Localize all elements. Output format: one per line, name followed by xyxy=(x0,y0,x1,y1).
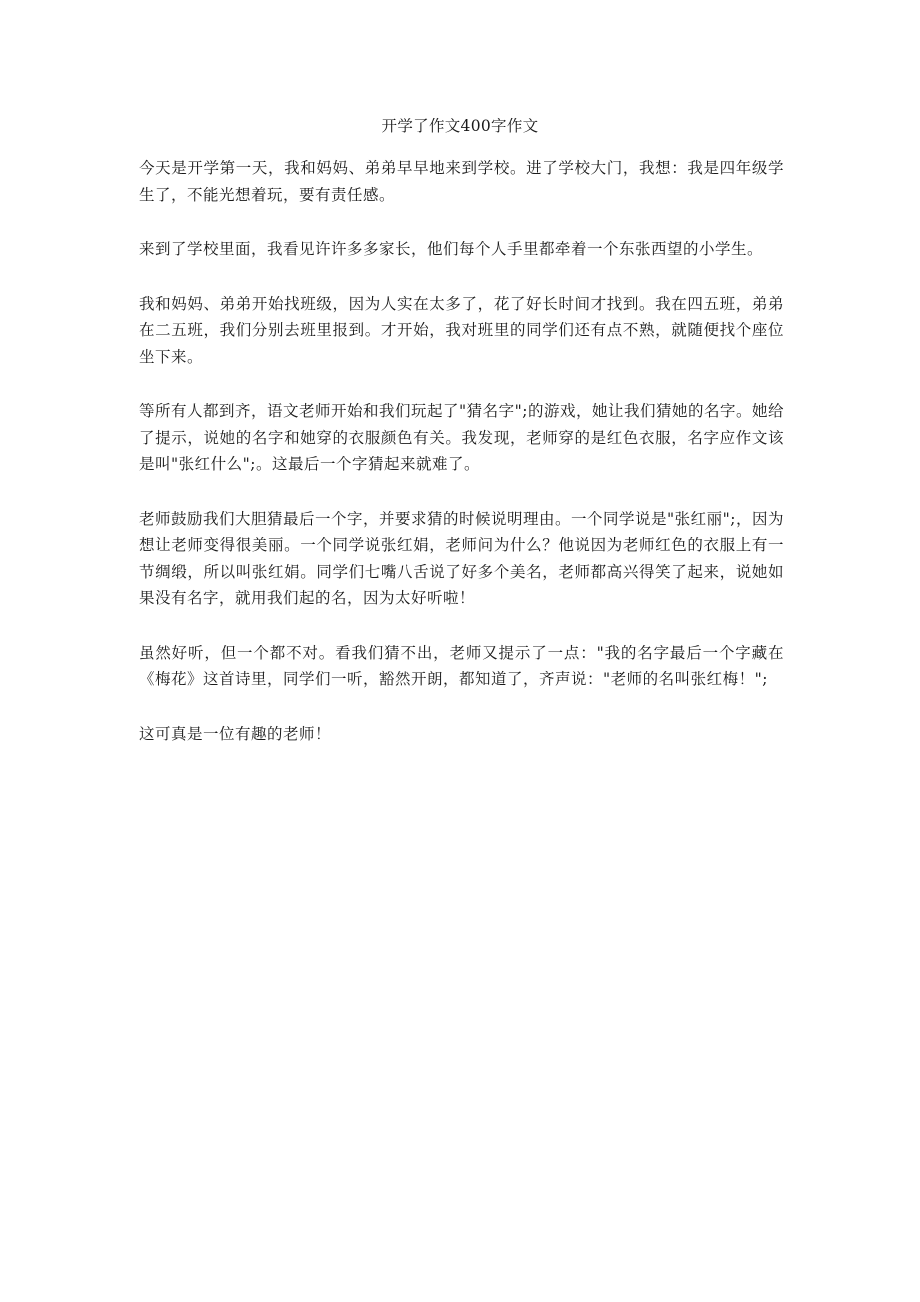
document-title: 开学了作文400字作文 xyxy=(381,117,539,135)
document-body xyxy=(139,155,784,775)
paragraph: 虽然好听，但一个都不对。看我们猜不出，老师又提示了一点："我的名字最后一个字藏在《梅花》这首诗里，同学们一听，豁然开朗，都知道了，齐声说："老师的名叫张红梅！"; xyxy=(139,643,784,688)
paragraph: 来到了学校里面，我看见许许多多家长，他们每个人手里都牵着一个东张西望的小学生。 xyxy=(139,240,764,258)
paragraph: 老师鼓励我们大胆猜最后一个字，并要求猜的时候说明理由。一个同学说是"张红丽";，因为想让老师变得很美丽。一个同学说张红娟，老师问为什么？他说因为老师红色的衣服上有一节绸缎，所以叫张红娟。同学们七嘴八舌说了好多个美名，老师都高兴得笑了起来，说她如果没有名字，就用我们起的名，因为太好听啦！ xyxy=(139,509,784,607)
paragraph: 这可真是一位有趣的老师！ xyxy=(139,724,332,743)
paragraph: 我和妈妈、弟弟开始找班级，因为人实在太多了，花了好长时间才找到。我在四五班，弟弟在二五班，我们分别去班里报到。才开始，我对班里的同学们还有点不熟，就随便找个座位坐下来。 xyxy=(139,294,784,366)
paragraph: 今天是开学第一天，我和妈妈、弟弟早早地来到学校。进了学校大门，我想：我是四年级学生了，不能光想着玩，要有责任感。 xyxy=(139,159,784,204)
paragraph: 等所有人都到齐，语文老师开始和我们玩起了"猜名字";的游戏，她让我们猜她的名字。她给了提示，说她的名字和她穿的衣服颜色有关。我发现，老师穿的是红色衣服，名字应作文该是叫"张红什么";。这最后一个字猜起来就难了。 xyxy=(139,402,784,473)
